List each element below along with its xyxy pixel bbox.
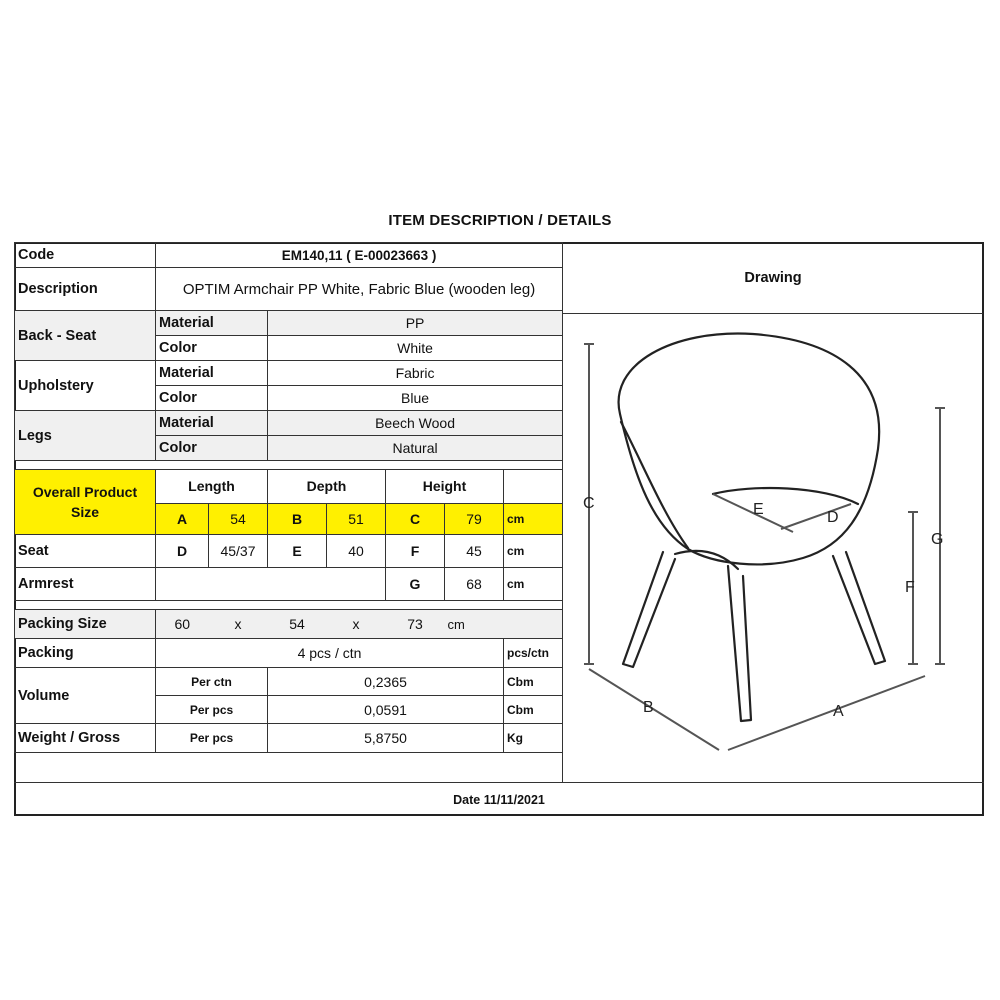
seat-d-value: 45/37 [209,535,268,568]
packing-size-width: 60 [156,610,209,639]
chair-leg-front-right [728,566,751,721]
drawing-panel [562,242,984,782]
weight-per-pcs-label: Per pcs [156,724,268,753]
packing-size-height: 73 [386,610,445,639]
volume-per-ctn-label: Per ctn [156,668,268,696]
code-value: EM140,11 ( E-00023663 ) [156,243,563,268]
seat-label: Seat [15,535,156,568]
packing-size-x1: x [209,610,268,639]
armrest-row [15,568,563,601]
legs-color-label: Color [156,436,268,461]
packing-row [15,639,563,668]
seat-unit: cm [504,535,563,568]
spacer-cell [15,461,563,470]
description-label: Description [15,268,156,311]
seat-f-key: F [386,535,445,568]
upholstery-material-label: Material [156,361,268,386]
packing-size-x2: x [327,610,386,639]
packing-size-row [15,610,563,639]
volume-per-ctn-unit: Cbm [504,668,563,696]
overall-header-row [15,470,563,504]
overall-a-key: A [156,503,209,534]
packing-label: Packing [15,639,156,668]
drawing-label-c: C [583,495,595,512]
seat-d-key: D [156,535,209,568]
upholstery-material-value: Fabric [268,361,563,386]
volume-per-pcs-value: 0,0591 [268,696,504,724]
armrest-unit: cm [504,568,563,601]
back-seat-material-value: PP [268,311,563,336]
volume-per-ctn-row [15,668,563,696]
packing-size-depth: 54 [268,610,327,639]
dim-a-line [728,676,925,750]
legs-label: Legs [15,411,156,461]
back-seat-color-value: White [268,336,563,361]
weight-row [15,724,563,753]
overall-size-label-line1: Overall Product [32,484,138,500]
drawing-label-e: E [753,501,764,518]
volume-label: Volume [15,668,156,724]
overall-a-value: 54 [209,503,268,534]
back-seat-material-row [15,311,563,336]
armrest-empty [156,568,386,601]
volume-per-pcs-label: Per pcs [156,696,268,724]
packing-size-unit: cm [445,610,563,639]
code-label: Code [15,243,156,268]
overall-b-key: B [268,503,327,534]
spec-table-wrapper [14,242,562,753]
drawing-label-b: B [643,699,654,716]
depth-header: Depth [268,470,386,504]
packing-unit: pcs/ctn [504,639,563,668]
description-value: OPTIM Armchair PP White, Fabric Blue (wooden leg) [156,268,563,311]
overall-size-label-line2: Size [70,504,99,520]
armrest-g-value: 68 [445,568,504,601]
legs-material-value: Beech Wood [268,411,563,436]
legs-color-value: Natural [268,436,563,461]
armrest-g-key: G [386,568,445,601]
seat-f-value: 45 [445,535,504,568]
code-row [15,243,563,268]
volume-per-ctn-value: 0,2365 [268,668,504,696]
drawing-title: Drawing [563,242,983,314]
upholstery-material-row [15,361,563,386]
weight-unit: Kg [504,724,563,753]
seat-row [15,535,563,568]
drawing-label-a: A [833,703,844,720]
chair-shell-outline [619,334,880,565]
drawing-label-d: D [827,509,839,526]
overall-c-key: C [386,503,445,534]
weight-label: Weight / Gross [15,724,156,753]
overall-header-empty [504,470,563,504]
back-seat-color-label: Color [156,336,268,361]
length-header: Length [156,470,268,504]
drawing-label-f: F [905,579,915,596]
chair-leg-back-right [833,552,885,664]
legs-material-label: Material [156,411,268,436]
upholstery-color-label: Color [156,386,268,411]
footer-date: Date 11/11/2021 [14,782,984,816]
overall-b-value: 51 [327,503,386,534]
drawing-label-g: G [931,531,944,548]
document-title: ITEM DESCRIPTION / DETAILS [388,212,612,229]
spacer-cell-2 [15,601,563,610]
height-header: Height [386,470,504,504]
back-seat-label: Back - Seat [15,311,156,361]
dim-d-line [781,504,851,529]
chair-shell-inner [621,422,688,548]
upholstery-label: Upholstery [15,361,156,411]
drawing-area [563,314,983,780]
chair-drawing [563,314,983,780]
overall-c-value: 79 [445,503,504,534]
dim-b-line [589,669,719,750]
chair-leg-front-left [623,552,675,667]
chair-seat [713,488,858,504]
seat-e-key: E [268,535,327,568]
spacer-row [15,461,563,470]
packing-size-label: Packing Size [15,610,156,639]
armrest-label: Armrest [15,568,156,601]
packing-value: 4 pcs / ctn [156,639,504,668]
seat-e-value: 40 [327,535,386,568]
weight-value: 5,8750 [268,724,504,753]
upholstery-color-value: Blue [268,386,563,411]
spacer-row-2 [15,601,563,610]
overall-size-label [15,470,156,535]
legs-material-row [15,411,563,436]
spec-table [14,242,563,753]
volume-per-pcs-unit: Cbm [504,696,563,724]
back-seat-material-label: Material [156,311,268,336]
description-row [15,268,563,311]
overall-unit: cm [504,503,563,534]
